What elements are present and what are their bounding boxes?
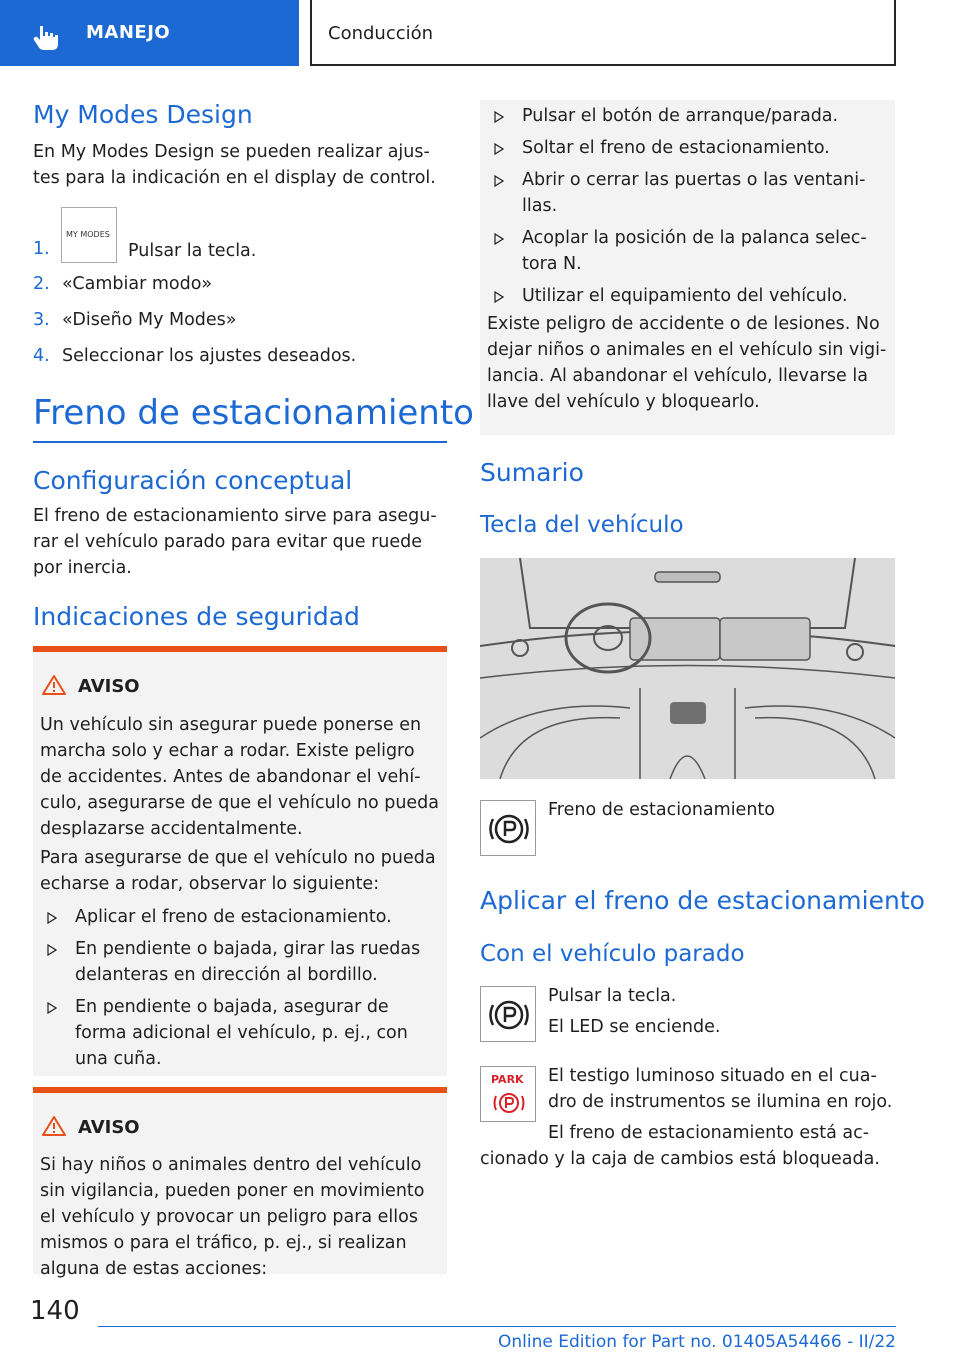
list-item-text: Soltar el freno de estacionamiento. bbox=[522, 138, 830, 158]
triangle-bullet-icon bbox=[47, 944, 57, 956]
triangle-bullet-icon bbox=[494, 143, 504, 155]
warning-box-1 bbox=[33, 646, 447, 1076]
led-text: El LED se enciende. bbox=[548, 1017, 721, 1037]
step-number: 3. bbox=[33, 310, 50, 330]
warning-title: AVISO bbox=[78, 1117, 140, 1138]
warning-title: AVISO bbox=[78, 676, 140, 697]
list-item-text: Acoplar la posición de la palanca selectora N. bbox=[522, 228, 867, 274]
warning-icon bbox=[41, 1115, 67, 1137]
warning-text: Un vehículo sin asegurar puede ponerse en marcha solo y echar a rodar. Existe peligro de accidentes. Antes de abandonar el vehículo, asegurarse de que el vehículo no pueda desplazarse accidentalmente. bbox=[40, 715, 440, 839]
applied-text: El freno de estacionamiento está accionado y la caja de cambios está bloqueada. bbox=[480, 1123, 880, 1169]
list-item-text: En pendiente o bajada, girar las ruedas delanteras en dirección al bordillo. bbox=[75, 939, 421, 985]
summary-title: Sumario bbox=[480, 458, 584, 487]
parking-brake-icon bbox=[481, 987, 537, 1043]
warning-box-2 bbox=[33, 1087, 447, 1279]
park-label: PARK bbox=[491, 1073, 524, 1086]
chapter-header bbox=[310, 0, 896, 66]
list-item-text: Utilizar el equipamiento del vehículo. bbox=[522, 286, 848, 306]
triangle-bullet-icon bbox=[494, 175, 504, 187]
concept-title: Configuración conceptual bbox=[33, 466, 353, 495]
list-item bbox=[480, 283, 890, 309]
step-1 bbox=[33, 205, 443, 267]
step-2 bbox=[33, 271, 443, 297]
page-number: 140 bbox=[30, 1296, 80, 1326]
step-number: 4. bbox=[33, 346, 50, 366]
my-modes-steps bbox=[33, 205, 443, 369]
footer-rule bbox=[98, 1326, 896, 1327]
parked-title: Con el vehículo parado bbox=[480, 941, 745, 967]
list-item-text: En pendiente o bajada, asegurar de forma adicional el vehículo, p. ej., con una cuña. bbox=[75, 997, 408, 1069]
key-caption: Freno de estacionamiento bbox=[548, 800, 775, 820]
concept-text: El freno de estacionamiento sirve para asegurar el vehículo parado para evitar que ruede por inercia. bbox=[33, 506, 437, 578]
parking-brake-key-icon bbox=[480, 986, 536, 1042]
warning-list bbox=[480, 103, 890, 315]
list-item-text: Aplicar el freno de estacionamiento. bbox=[75, 907, 392, 927]
step-3 bbox=[33, 307, 443, 333]
step-text: «Cambiar modo» bbox=[62, 274, 213, 294]
step-text: «Diseño My Modes» bbox=[62, 310, 237, 330]
list-item bbox=[480, 135, 890, 161]
safety-title: Indicaciones de seguridad bbox=[33, 602, 360, 631]
parking-brake-title: Freno de estacionamiento bbox=[33, 393, 474, 433]
hand-icon bbox=[28, 22, 68, 52]
my-modes-key-icon bbox=[61, 207, 117, 263]
step-text: Pulsar la tecla. bbox=[128, 241, 257, 261]
park-brake-warning-icon bbox=[481, 1067, 537, 1123]
warning-box-2-continued bbox=[480, 100, 895, 435]
list-item bbox=[480, 225, 890, 277]
chapter-label: Conducción bbox=[328, 23, 434, 44]
triangle-bullet-icon bbox=[494, 233, 504, 245]
list-item bbox=[480, 167, 890, 219]
warning-list bbox=[33, 904, 443, 1078]
park-indicator-icon bbox=[480, 1066, 536, 1122]
my-modes-title: My Modes Design bbox=[33, 100, 253, 129]
list-item bbox=[480, 103, 890, 129]
section-tab bbox=[0, 0, 299, 66]
triangle-bullet-icon bbox=[47, 1002, 57, 1014]
indicator-text: El testigo luminoso situado en el cuadro de instrumentos se ilumina en rojo. bbox=[548, 1066, 893, 1112]
step-number: 2. bbox=[33, 274, 50, 294]
warning-text: Existe peligro de accidente o de lesiones. No dejar niños o animales en el vehículo sin vigilancia. Al abandonar el vehículo, llevarse la llave del vehículo y bloquearlo. bbox=[487, 314, 887, 412]
step-4 bbox=[33, 343, 443, 369]
parking-brake-icon bbox=[481, 801, 537, 857]
edition-text: Online Edition for Part no. 01405A54466 - II/22 bbox=[497, 1332, 896, 1352]
cockpit-illustration bbox=[480, 558, 895, 779]
warning-text: Si hay niños o animales dentro del vehículo sin vigilancia, pueden poner en movimiento el vehículo y provocar un peligro para ellos mismos o para el tráfico, p. ej., si realizan alguna de estas acciones: bbox=[40, 1155, 425, 1279]
list-item bbox=[33, 904, 443, 930]
my-modes-intro: En My Modes Design se pueden realizar ajustes para la indicación en el display de control. bbox=[33, 142, 436, 188]
list-item bbox=[33, 936, 443, 988]
triangle-bullet-icon bbox=[47, 912, 57, 924]
list-item-text: Pulsar el botón de arranque/parada. bbox=[522, 106, 839, 126]
press-text: Pulsar la tecla. bbox=[548, 986, 677, 1006]
section-label: MANEJO bbox=[86, 22, 171, 43]
step-number: 1. bbox=[33, 239, 50, 259]
title-rule bbox=[33, 441, 447, 443]
warning-icon bbox=[41, 674, 67, 696]
list-item-text: Abrir o cerrar las puertas o las ventanillas. bbox=[522, 170, 866, 216]
apply-title: Aplicar el freno de estacionamiento bbox=[480, 886, 925, 915]
warning-text: Para asegurarse de que el vehículo no pueda echarse a rodar, observar lo siguiente: bbox=[40, 848, 436, 894]
triangle-bullet-icon bbox=[494, 291, 504, 303]
triangle-bullet-icon bbox=[494, 111, 504, 123]
parking-brake-key-icon bbox=[480, 800, 536, 856]
list-item bbox=[33, 994, 443, 1072]
vehicle-key-title: Tecla del vehículo bbox=[480, 512, 684, 538]
key-label: MY MODES bbox=[66, 230, 110, 239]
step-text: Seleccionar los ajustes deseados. bbox=[62, 346, 357, 366]
step-list bbox=[33, 271, 443, 369]
